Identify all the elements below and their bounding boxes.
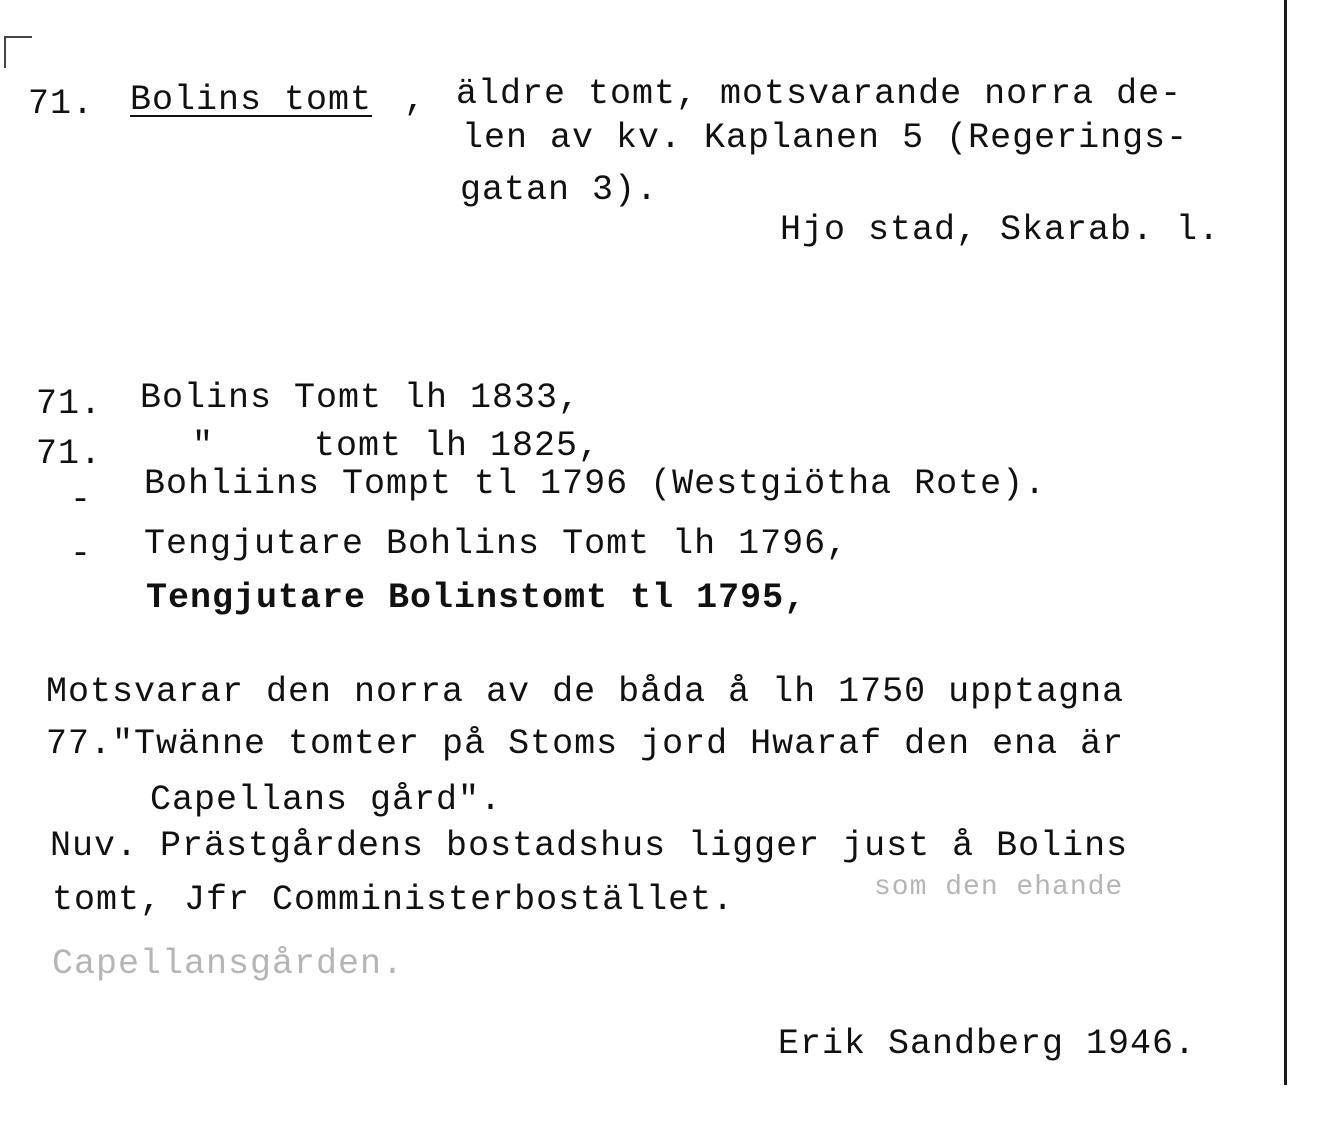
entry-description-line-3: gatan 3). — [460, 170, 659, 210]
entry-description-line-2: len av kv. Kaplanen 5 (Regerings- — [462, 118, 1189, 158]
entry-number: 71. — [28, 84, 95, 124]
note-line-3: Capellans gård". — [150, 780, 503, 820]
record-text: Tengjutare Bohlins Tomt lh 1796, — [144, 524, 849, 564]
entry-location: Hjo stad, Skarab. l. — [780, 210, 1221, 250]
note-line-5: tomt, Jfr Comministerbostället. — [52, 880, 735, 920]
entry-description-line-1: äldre tomt, motsvarande norra de- — [456, 74, 1183, 114]
note-line-2: 77."Twänne tomter på Stoms jord Hwaraf den ena är — [46, 724, 1125, 764]
record-ditto-mark: " — [192, 426, 215, 466]
corner-mark — [4, 36, 32, 68]
record-marker: - — [70, 534, 93, 574]
record-text: tomt lh 1825, — [314, 426, 601, 466]
note-line-5-faded: som den ehande — [874, 872, 1124, 903]
record-text: Bolins Tomt lh 1833, — [140, 378, 581, 418]
signature: Erik Sandberg 1946. — [778, 1024, 1197, 1064]
note-line-6-faded: Capellansgården. — [52, 944, 405, 984]
record-marker: 71. — [36, 384, 103, 424]
entry-title-comma: , — [404, 80, 427, 120]
card-right-border — [1284, 0, 1287, 1085]
record-marker: - — [70, 480, 93, 520]
entry-title: Bolins tomt — [130, 80, 373, 120]
record-text: Tengjutare Bolinstomt tl 1795, — [146, 578, 807, 618]
record-text: Bohliins Tompt tl 1796 (Westgiötha Rote). — [144, 464, 1047, 504]
record-marker: 71. — [36, 434, 103, 474]
note-line-1: Motsvarar den norra av de båda å lh 1750 upptagna — [46, 672, 1125, 712]
note-line-4: Nuv. Prästgårdens bostadshus ligger just å Bolins — [50, 826, 1129, 866]
